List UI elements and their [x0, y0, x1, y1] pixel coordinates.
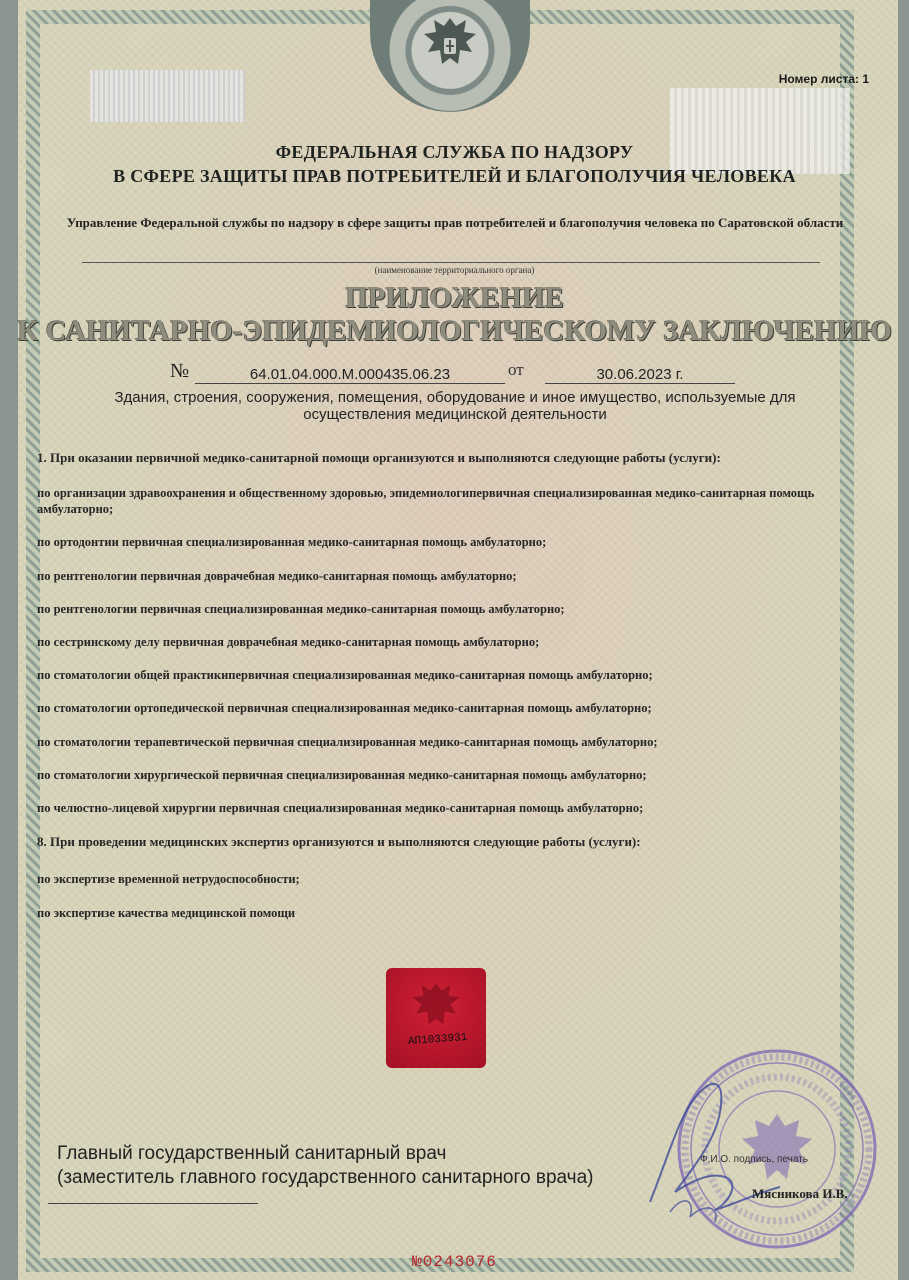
number-line: [0, 360, 909, 386]
list-item: по рентгенологии первичная специализированная медико-санитарная помощь амбулаторно;: [37, 602, 565, 616]
protective-label-left: [90, 70, 245, 122]
list-item: по стоматологии общей практикипервичная специализированная медико-санитарная помощь амбулаторно;: [37, 668, 653, 682]
list-item: по стоматологии ортопедической первичная специализированная медико-санитарная помощь амбулаторно;: [37, 701, 652, 715]
divider: [48, 1203, 258, 1204]
sheet-number: Номер листа: 1: [778, 72, 869, 86]
list-item: по ортодонтии первичная специализированная медико-санитарная помощь амбулаторно;: [37, 535, 547, 549]
list-item: по экспертизе качества медицинской помощи: [37, 906, 296, 920]
section-1-title: 1. При оказании первичной медико-санитарной помощи организуются и выполняются следующие работы (услуги):: [37, 450, 721, 465]
hologram-code: АП1033931: [407, 1031, 468, 1049]
section-8-title: 8. При проведении медицинских экспертиз организуются и выполняются следующие работы (услуги):: [37, 834, 641, 849]
hologram-seal: [386, 968, 486, 1068]
territorial-division: Управление Федеральной службы по надзору в сфере защиты прав потребителей и благополучия человека по Саратовской области: [66, 215, 844, 230]
list-item: по стоматологии хирургической первичная специализированная медико-санитарная помощь амбулаторно;: [37, 768, 647, 782]
from-label: от: [508, 360, 524, 379]
double-eagle-icon: [420, 12, 480, 84]
list-item: по рентгенологии первичная доврачебная медико-санитарная помощь амбулаторно;: [37, 569, 517, 583]
list-item: по организации здравоохранения и общественному здоровью, эпидемиологипервичная специализированная медико-санитарная помощь амбулаторно;: [37, 486, 815, 516]
agency-title-line2: В СФЕРЕ ЗАЩИТЫ ПРАВ ПОТРЕБИТЕЛЕЙ И БЛАГОПОЛУЧИЯ ЧЕЛОВЕКА: [113, 166, 796, 186]
conclusion-date: 30.06.2023 г.: [545, 366, 735, 384]
number-sign: №: [170, 360, 190, 382]
divider: [82, 262, 820, 263]
blank-serial-number: №0243076: [412, 1253, 497, 1271]
signer-position: [57, 1142, 593, 1190]
agency-title-line1: ФЕДЕРАЛЬНАЯ СЛУЖБА ПО НАДЗОРУ: [275, 142, 634, 162]
subject-description: Здания, строения, сооружения, помещения, оборудование и иное имущество, используемые для осуществления медицинской деятельности: [114, 389, 796, 423]
signer-position-line1: Главный государственный санитарный врач: [57, 1143, 447, 1164]
division-caption: (наименование территориального органа): [374, 265, 535, 275]
signature-caption: Ф.И.О. подпись, печать: [700, 1154, 809, 1165]
conclusion-number: 64.01.04.000.М.000435.06.23: [195, 366, 505, 384]
list-item: по сестринскому делу первичная доврачебная медико-санитарная помощь амбулаторно;: [37, 635, 540, 649]
handwritten-signature: [630, 1052, 800, 1232]
list-item: по челюстно-лицевой хирургии первичная специализированная медико-санитарная помощь амбулаторно;: [37, 801, 644, 815]
document-heading-line1: ПРИЛОЖЕНИЕ: [345, 282, 564, 314]
document-heading-line2: К САНИТАРНО-ЭПИДЕМИОЛОГИЧЕСКОМУ ЗАКЛЮЧЕНИЮ: [17, 315, 892, 347]
list-item: по экспертизе временной нетрудоспособности;: [37, 872, 300, 886]
list-item: по стоматологии терапевтической первичная специализированная медико-санитарная помощь амбулаторно;: [37, 735, 658, 749]
signer-position-line2: (заместитель главного государственного санитарного врача): [57, 1167, 594, 1188]
signer-name: Мясникова И.В.: [752, 1186, 848, 1201]
